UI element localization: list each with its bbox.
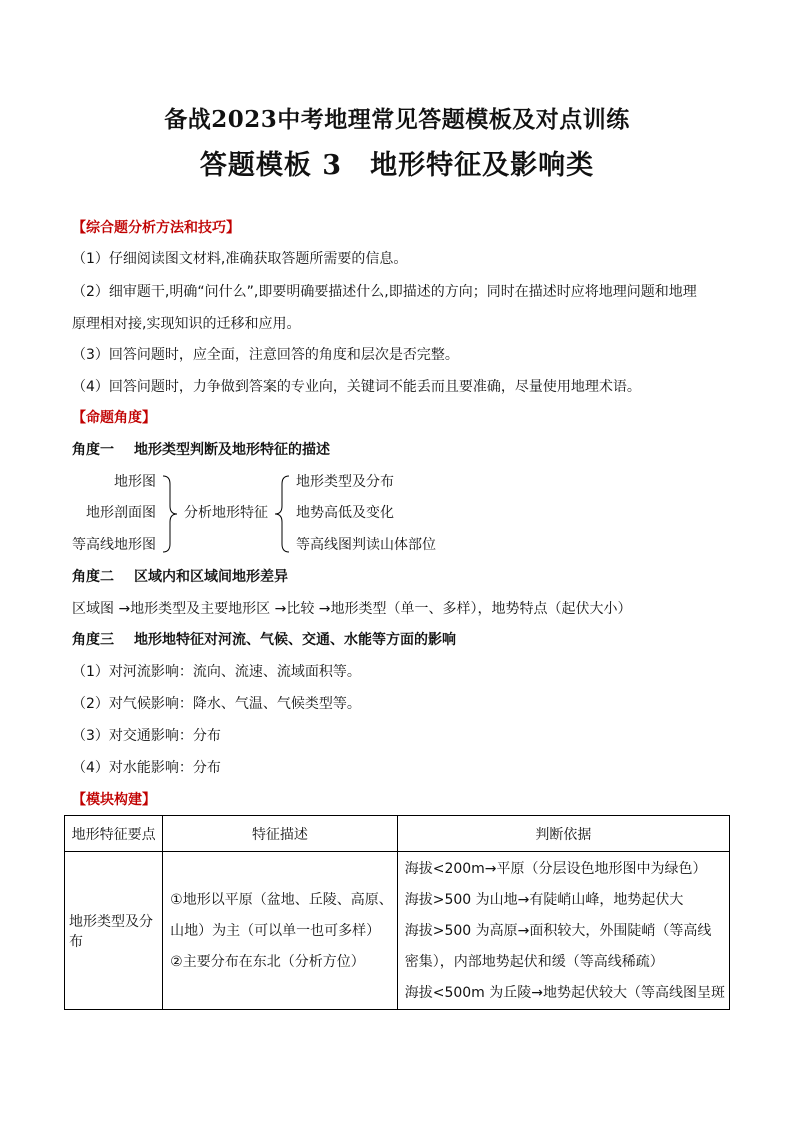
row-basis-line: 海拔>500 为山地→有陡峭山峰，地势起伏大 (404, 892, 684, 908)
angle2-heading (72, 567, 288, 587)
angle2-text: 区域内和区域间地形差异 (134, 569, 288, 585)
left-brace-icon (272, 474, 292, 554)
column-header-desc: 特征描述 (163, 816, 398, 852)
angle3-item-2: （2）对气候影响：降水、气温、气候类型等。 (72, 696, 361, 712)
analysis-item-3: （3）回答问题时，应全面，注意回答的角度和层次是否完整。 (72, 347, 459, 363)
angle1-label: 角度一 (72, 442, 114, 458)
document-subtitle (0, 143, 794, 182)
module-table (64, 815, 730, 1010)
row-basis-line: 海拔<200m→平原（分层设色地形图中为绿色） (404, 861, 707, 877)
angle1-output-3: 等高线图判读山体部位 (296, 537, 436, 553)
angle3-label: 角度三 (72, 632, 114, 648)
angle1-input-2: 地形剖面图 (86, 505, 156, 521)
row-desc-line: 山地）为主（可以单一也可多样） (170, 923, 381, 939)
angle1-input-1: 地形图 (114, 474, 156, 490)
analysis-item-2: （2）细审题干,明确“问什么”,即要明确要描述什么,即描述的方向；同时在描述时应将地理问题和地理 (72, 284, 697, 300)
angle1-heading (72, 440, 330, 460)
table-row (65, 852, 730, 1010)
angle3-item-4: （4）对水能影响：分布 (72, 760, 221, 776)
angle3-heading (72, 630, 456, 650)
angles-heading: 【命题角度】 (72, 410, 156, 426)
row-point-cell (65, 852, 163, 1010)
right-brace-icon (160, 474, 180, 554)
module-heading: 【模块构建】 (72, 792, 156, 808)
angle3-text: 地形地特征对河流、气候、交通、水能等方面的影响 (134, 632, 456, 648)
row-desc-cell (163, 852, 398, 1010)
column-header-basis: 判断依据 (397, 816, 729, 852)
angle1-center: 分析地形特征 (184, 505, 268, 521)
angle3-item-3: （3）对交通影响：分布 (72, 728, 221, 744)
angle3-item-1: （1）对河流影响：流向、流速、流域面积等。 (72, 664, 361, 680)
document-title: 备战2023中考地理常见答题模板及对点训练 (164, 106, 630, 133)
angle2-flow: 区域图 →地形类型及主要地形区 →比较 →地形类型（单一、多样），地势特点（起伏大小） (72, 601, 632, 617)
row-desc-line: ②主要分布在东北（分析方位） (170, 954, 365, 970)
table-header-row (65, 816, 730, 852)
row-basis-cell (397, 852, 729, 1010)
row-desc-line: ①地形以平原（盆地、丘陵、高原、 (170, 892, 393, 908)
subtitle-template-number: 答题模板 3 (199, 150, 343, 181)
row-basis-line: 海拔<500m 为丘陵→地势起伏较大（等高线图呈斑 (404, 985, 725, 1001)
row-basis-line: 密集），内部地势起伏和缓（等高线稀疏） (404, 954, 664, 970)
analysis-heading: 【综合题分析方法和技巧】 (72, 220, 240, 236)
angle2-label: 角度二 (72, 569, 114, 585)
row-basis-line: 海拔>500 为高原→面积较大，外围陡峭（等高线 (404, 923, 712, 939)
column-header-point: 地形特征要点 (65, 816, 163, 852)
angle1-input-3: 等高线地形图 (72, 537, 156, 553)
angle1-output-2: 地势高低及变化 (296, 505, 394, 521)
analysis-item-1: （1）仔细阅读图文材料,准确获取答题所需要的信息。 (72, 251, 408, 267)
row-point: 地形类型及分布 (69, 913, 153, 950)
analysis-item-2-cont: 原理相对接,实现知识的迁移和应用。 (72, 316, 301, 332)
angle1-output-1: 地形类型及分布 (296, 474, 394, 490)
analysis-item-4: （4）回答问题时，力争做到答案的专业向，关键词不能丢而且要准确，尽量使用地理术语。 (72, 379, 641, 395)
angle1-text: 地形类型判断及地形特征的描述 (134, 442, 330, 458)
subtitle-topic: 地形特征及影响类 (370, 150, 595, 181)
